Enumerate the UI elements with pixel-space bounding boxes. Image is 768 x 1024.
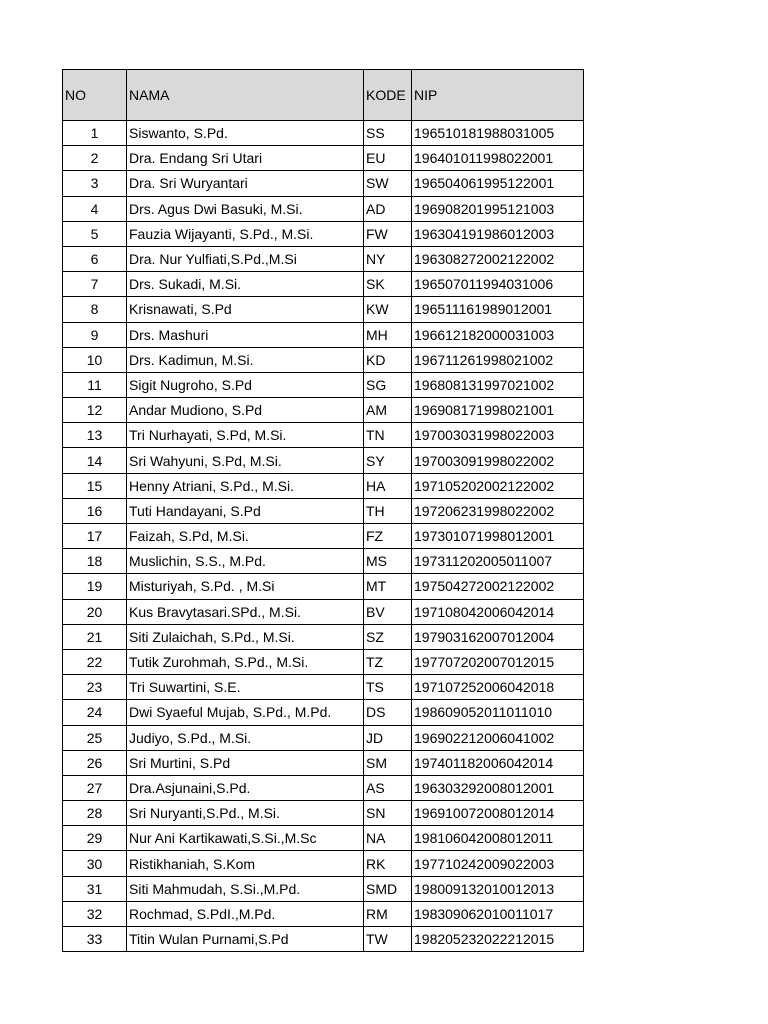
cell-no: 1 xyxy=(63,121,127,146)
cell-nama: Dwi Syaeful Mujab, S.Pd., M.Pd. xyxy=(127,700,364,725)
cell-nip: 198609052011011010 xyxy=(412,700,584,725)
table-header xyxy=(63,70,584,121)
cell-nama: Titin Wulan Purnami,S.Pd xyxy=(127,927,364,952)
cell-no: 3 xyxy=(63,171,127,196)
table-row xyxy=(63,347,584,372)
cell-nip: 197504272002122002 xyxy=(412,574,584,599)
table-row xyxy=(63,775,584,800)
table-row xyxy=(63,196,584,221)
cell-nama: Drs. Agus Dwi Basuki, M.Si. xyxy=(127,196,364,221)
table-row xyxy=(63,649,584,674)
table-row xyxy=(63,398,584,423)
table-row xyxy=(63,272,584,297)
cell-nip: 197206231998022002 xyxy=(412,498,584,523)
header-kode: KODE xyxy=(364,70,412,121)
cell-kode: SW xyxy=(364,171,412,196)
cell-kode: SZ xyxy=(364,624,412,649)
cell-nip: 196902212006041002 xyxy=(412,725,584,750)
cell-no: 8 xyxy=(63,297,127,322)
cell-nama: Faizah, S.Pd, M.Si. xyxy=(127,524,364,549)
cell-nip: 198205232022212015 xyxy=(412,927,584,952)
cell-nama: Sri Wahyuni, S.Pd, M.Si. xyxy=(127,448,364,473)
cell-nip: 196504061995122001 xyxy=(412,171,584,196)
cell-no: 19 xyxy=(63,574,127,599)
cell-nip: 196910072008012014 xyxy=(412,801,584,826)
cell-nip: 197311202005011007 xyxy=(412,549,584,574)
cell-nip: 197903162007012004 xyxy=(412,624,584,649)
cell-nip: 198309062010011017 xyxy=(412,901,584,926)
cell-nama: Sri Nuryanti,S.Pd., M.Si. xyxy=(127,801,364,826)
cell-kode: NA xyxy=(364,826,412,851)
cell-no: 18 xyxy=(63,549,127,574)
cell-nip: 196711261998021002 xyxy=(412,347,584,372)
cell-kode: MT xyxy=(364,574,412,599)
cell-no: 16 xyxy=(63,498,127,523)
cell-no: 22 xyxy=(63,649,127,674)
cell-no: 29 xyxy=(63,826,127,851)
cell-no: 33 xyxy=(63,927,127,952)
cell-nama: Misturiyah, S.Pd. , M.Si xyxy=(127,574,364,599)
header-no: NO xyxy=(63,70,127,121)
cell-nama: Ristikhaniah, S.Kom xyxy=(127,851,364,876)
table-row xyxy=(63,524,584,549)
table-row xyxy=(63,146,584,171)
cell-no: 30 xyxy=(63,851,127,876)
cell-nip: 197107252006042018 xyxy=(412,675,584,700)
cell-nama: Dra. Sri Wuryantari xyxy=(127,171,364,196)
cell-no: 2 xyxy=(63,146,127,171)
cell-nip: 196303292008012001 xyxy=(412,775,584,800)
table-row xyxy=(63,801,584,826)
cell-nip: 196511161989012001 xyxy=(412,297,584,322)
table-row xyxy=(63,851,584,876)
table-row xyxy=(63,826,584,851)
cell-nip: 197003091998022002 xyxy=(412,448,584,473)
cell-nama: Sri Murtini, S.Pd xyxy=(127,750,364,775)
cell-no: 28 xyxy=(63,801,127,826)
cell-kode: SK xyxy=(364,272,412,297)
cell-nama: Drs. Kadimun, M.Si. xyxy=(127,347,364,372)
cell-no: 21 xyxy=(63,624,127,649)
cell-kode: KW xyxy=(364,297,412,322)
cell-nama: Tri Suwartini, S.E. xyxy=(127,675,364,700)
table-row xyxy=(63,473,584,498)
cell-no: 7 xyxy=(63,272,127,297)
header-row xyxy=(63,70,584,121)
cell-nama: Siswanto, S.Pd. xyxy=(127,121,364,146)
cell-nama: Andar Mudiono, S.Pd xyxy=(127,398,364,423)
cell-no: 17 xyxy=(63,524,127,549)
table-row xyxy=(63,498,584,523)
table-row xyxy=(63,876,584,901)
cell-no: 32 xyxy=(63,901,127,926)
cell-no: 24 xyxy=(63,700,127,725)
table-row xyxy=(63,624,584,649)
table-row xyxy=(63,927,584,952)
cell-no: 15 xyxy=(63,473,127,498)
cell-no: 25 xyxy=(63,725,127,750)
cell-nama: Kus Bravytasari.SPd., M.Si. xyxy=(127,599,364,624)
cell-nip: 196908201995121003 xyxy=(412,196,584,221)
cell-kode: AS xyxy=(364,775,412,800)
table-row xyxy=(63,599,584,624)
cell-no: 20 xyxy=(63,599,127,624)
table-body xyxy=(63,121,584,952)
cell-nama: Siti Zulaichah, S.Pd., M.Si. xyxy=(127,624,364,649)
cell-kode: TW xyxy=(364,927,412,952)
cell-no: 5 xyxy=(63,221,127,246)
cell-nip: 196510181988031005 xyxy=(412,121,584,146)
cell-nama: Rochmad, S.PdI.,M.Pd. xyxy=(127,901,364,926)
cell-no: 26 xyxy=(63,750,127,775)
cell-kode: FW xyxy=(364,221,412,246)
table-row xyxy=(63,750,584,775)
cell-no: 11 xyxy=(63,372,127,397)
table-row xyxy=(63,725,584,750)
cell-nip: 196401011998022001 xyxy=(412,146,584,171)
cell-kode: SMD xyxy=(364,876,412,901)
cell-kode: AM xyxy=(364,398,412,423)
cell-nama: Tutik Zurohmah, S.Pd., M.Si. xyxy=(127,649,364,674)
cell-kode: RK xyxy=(364,851,412,876)
table-row xyxy=(63,322,584,347)
cell-kode: MH xyxy=(364,322,412,347)
cell-kode: NY xyxy=(364,246,412,271)
cell-nama: Judiyo, S.Pd., M.Si. xyxy=(127,725,364,750)
cell-nip: 196304191986012003 xyxy=(412,221,584,246)
cell-kode: MS xyxy=(364,549,412,574)
cell-nama: Fauzia Wijayanti, S.Pd., M.Si. xyxy=(127,221,364,246)
cell-nip: 196507011994031006 xyxy=(412,272,584,297)
cell-nama: Drs. Mashuri xyxy=(127,322,364,347)
cell-kode: AD xyxy=(364,196,412,221)
cell-kode: SG xyxy=(364,372,412,397)
cell-kode: SM xyxy=(364,750,412,775)
cell-no: 13 xyxy=(63,423,127,448)
cell-no: 27 xyxy=(63,775,127,800)
table-row xyxy=(63,171,584,196)
cell-no: 6 xyxy=(63,246,127,271)
cell-nip: 197105202002122002 xyxy=(412,473,584,498)
cell-kode: DS xyxy=(364,700,412,725)
cell-no: 9 xyxy=(63,322,127,347)
header-nip: NIP xyxy=(412,70,584,121)
cell-kode: RM xyxy=(364,901,412,926)
cell-nip: 197710242009022003 xyxy=(412,851,584,876)
cell-kode: TZ xyxy=(364,649,412,674)
cell-nama: Dra.Asjunaini,S.Pd. xyxy=(127,775,364,800)
cell-nama: Muslichin, S.S., M.Pd. xyxy=(127,549,364,574)
table-row xyxy=(63,549,584,574)
cell-kode: HA xyxy=(364,473,412,498)
cell-nip: 196808131997021002 xyxy=(412,372,584,397)
table-row xyxy=(63,121,584,146)
cell-nip: 198009132010012013 xyxy=(412,876,584,901)
cell-no: 12 xyxy=(63,398,127,423)
cell-nama: Nur Ani Kartikawati,S.Si.,M.Sc xyxy=(127,826,364,851)
table-row xyxy=(63,700,584,725)
cell-kode: TH xyxy=(364,498,412,523)
cell-kode: SN xyxy=(364,801,412,826)
cell-kode: SY xyxy=(364,448,412,473)
cell-nama: Tuti Handayani, S.Pd xyxy=(127,498,364,523)
cell-no: 4 xyxy=(63,196,127,221)
cell-nip: 198106042008012011 xyxy=(412,826,584,851)
cell-no: 31 xyxy=(63,876,127,901)
cell-nip: 196612182000031003 xyxy=(412,322,584,347)
table-row xyxy=(63,297,584,322)
cell-nip: 196908171998021001 xyxy=(412,398,584,423)
teacher-table xyxy=(62,69,584,952)
cell-nip: 197108042006042014 xyxy=(412,599,584,624)
cell-kode: KD xyxy=(364,347,412,372)
cell-nama: Krisnawati, S.Pd xyxy=(127,297,364,322)
header-nama: NAMA xyxy=(127,70,364,121)
cell-nama: Tri Nurhayati, S.Pd, M.Si. xyxy=(127,423,364,448)
cell-nip: 197707202007012015 xyxy=(412,649,584,674)
cell-nama: Drs. Sukadi, M.Si. xyxy=(127,272,364,297)
cell-kode: TN xyxy=(364,423,412,448)
cell-kode: FZ xyxy=(364,524,412,549)
cell-nama: Sigit Nugroho, S.Pd xyxy=(127,372,364,397)
cell-kode: TS xyxy=(364,675,412,700)
cell-nip: 196308272002122002 xyxy=(412,246,584,271)
table-row xyxy=(63,448,584,473)
cell-no: 23 xyxy=(63,675,127,700)
cell-kode: SS xyxy=(364,121,412,146)
cell-no: 14 xyxy=(63,448,127,473)
table-row xyxy=(63,574,584,599)
cell-nip: 197301071998012001 xyxy=(412,524,584,549)
table-row xyxy=(63,675,584,700)
table-row xyxy=(63,372,584,397)
cell-kode: EU xyxy=(364,146,412,171)
cell-nip: 197401182006042014 xyxy=(412,750,584,775)
cell-nama: Henny Atriani, S.Pd., M.Si. xyxy=(127,473,364,498)
cell-nama: Dra. Endang Sri Utari xyxy=(127,146,364,171)
cell-nama: Siti Mahmudah, S.Si.,M.Pd. xyxy=(127,876,364,901)
cell-kode: BV xyxy=(364,599,412,624)
table-row xyxy=(63,901,584,926)
cell-no: 10 xyxy=(63,347,127,372)
table-row xyxy=(63,423,584,448)
table-row xyxy=(63,246,584,271)
cell-kode: JD xyxy=(364,725,412,750)
cell-nip: 197003031998022003 xyxy=(412,423,584,448)
cell-nama: Dra. Nur Yulfiati,S.Pd.,M.Si xyxy=(127,246,364,271)
table-row xyxy=(63,221,584,246)
